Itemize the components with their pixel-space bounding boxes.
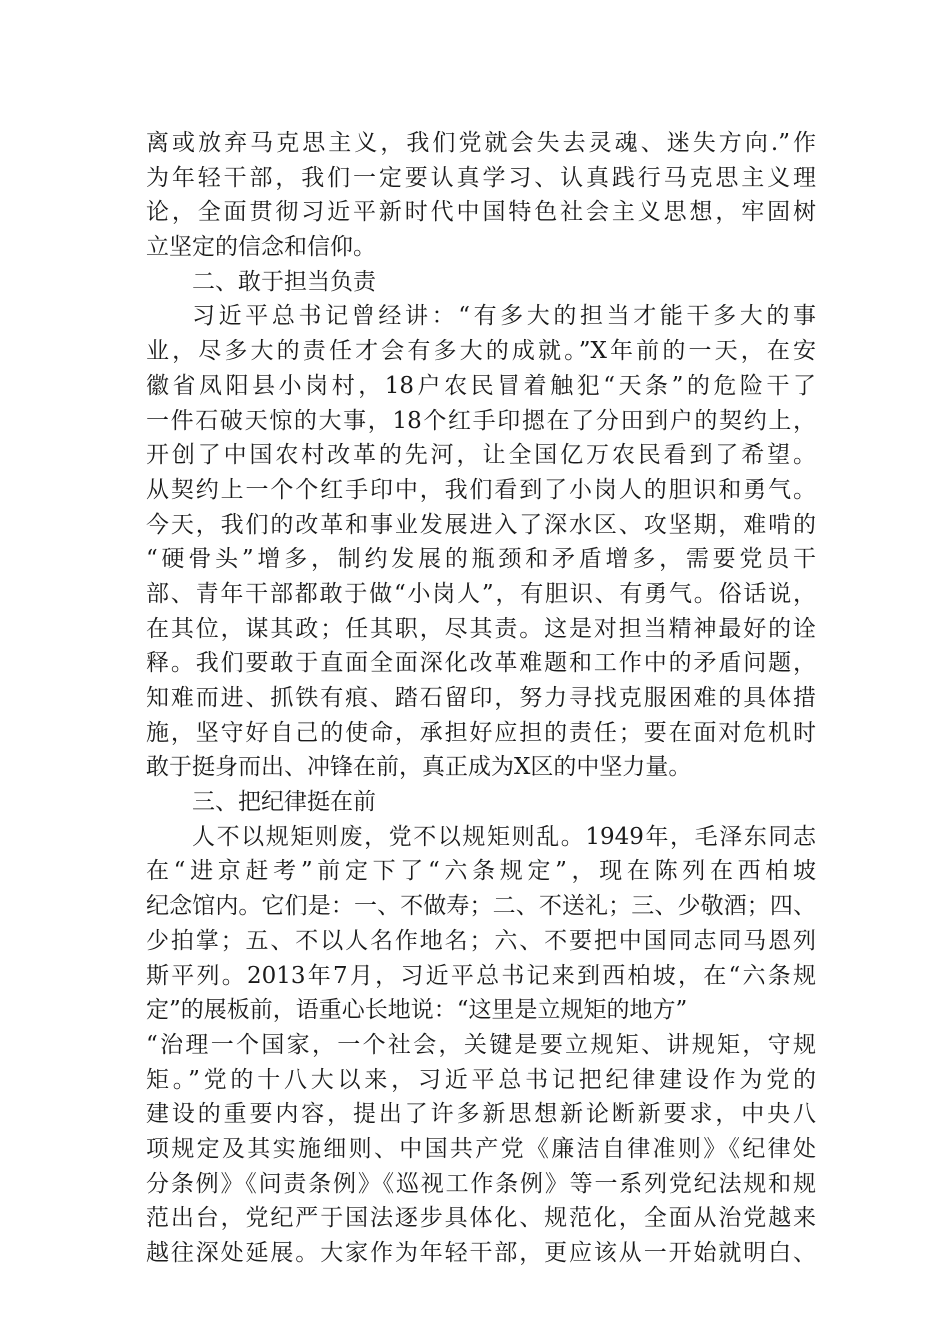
text-line: 一件石破天惊的大事，18个红手印摁在了分田到户的契约上， <box>146 407 816 434</box>
text-line: 人不以规矩则废，党不以规矩则乱。1949年，毛泽东同志 <box>192 823 816 850</box>
text-line: 分条例》《问责条例》《巡视工作条例》等一系列党纪法规和规 <box>146 1170 816 1197</box>
text-line: 在“进京赶考”前定下了“六条规定”，现在陈列在西柏坡 <box>146 858 816 885</box>
text-line: 部、青年干部都敢于做“小岗人”，有胆识、有勇气。俗话说， <box>146 580 816 607</box>
text-line: 项规定及其实施细则、中国共产党《廉洁自律准则》《纪律处 <box>146 1135 816 1162</box>
section-heading: 二、敢于担当负责 <box>192 268 376 295</box>
text-line: 少拍掌；五、不以人名作地名；六、不要把中国同志同马恩列 <box>146 927 816 954</box>
text-line: 今天，我们的改革和事业发展进入了深水区、攻坚期，难啃的 <box>146 511 816 538</box>
text-line: 论，全面贯彻习近平新时代中国特色社会主义思想，牢固树 <box>146 199 816 226</box>
text-line: 在其位，谋其政；任其职，尽其责。这是对担当精神最好的诠 <box>146 615 816 642</box>
text-line: 立坚定的信念和信仰。 <box>146 234 376 261</box>
text-line: 徽省凤阳县小岗村，18户农民冒着触犯“天条”的危险干了 <box>146 372 816 399</box>
text-line: 释。我们要敢于直面全面深化改革难题和工作中的矛盾问题， <box>146 650 816 677</box>
text-line: 从契约上一个个红手印中，我们看到了小岗人的胆识和勇气。 <box>146 476 816 503</box>
text-line: 越往深处延展。大家作为年轻干部，更应该从一开始就明白、 <box>146 1240 816 1266</box>
text-line: 习近平总书记曾经讲：“有多大的担当才能干多大的事 <box>192 303 816 330</box>
text-line: “治理一个国家，一个社会，关键是要立规矩、讲规矩，守规 <box>146 1031 816 1058</box>
text-line: 开创了中国农村改革的先河，让全国亿万农民看到了希望。 <box>146 442 816 469</box>
text-line: 矩。”党的十八大以来，习近平总书记把纪律建设作为党的 <box>146 1066 816 1093</box>
text-line: “硬骨头”增多，制约发展的瓶颈和矛盾增多，需要党员干 <box>146 546 816 573</box>
text-line: 建设的重要内容，提出了许多新思想新论断新要求，中央八 <box>146 1101 816 1128</box>
text-line: 范出台，党纪严于国法逐步具体化、规范化，全面从治党越来 <box>146 1205 816 1232</box>
text-line: 为年轻干部，我们一定要认真学习、认真践行马克思主义理 <box>146 164 816 191</box>
text-line: 敢于挺身而出、冲锋在前，真正成为X区的中坚力量。 <box>146 754 692 781</box>
text-line: 施，坚守好自己的使命，承担好应担的责任；要在面对危机时 <box>146 719 816 746</box>
text-line: 知难而进、抓铁有痕、踏石留印，努力寻找克服困难的具体措 <box>146 685 816 711</box>
document-body <box>146 126 816 1271</box>
text-line: 纪念馆内。它们是：一、不做寿；二、不送礼；三、少敬酒；四、 <box>146 893 816 920</box>
text-line: 斯平列。2013年7月，习近平总书记来到西柏坡，在“六条规 <box>146 962 816 989</box>
section-heading: 三、把纪律挺在前 <box>192 789 376 816</box>
text-line: 离或放弃马克思主义，我们党就会失去灵魂、迷失方向.”作 <box>146 130 816 156</box>
text-line: 业，尽多大的责任才会有多大的成就。”X年前的一天，在安 <box>146 338 816 365</box>
text-line: 定”的展板前，语重心长地说：“这里是立规矩的地方” <box>146 997 688 1024</box>
